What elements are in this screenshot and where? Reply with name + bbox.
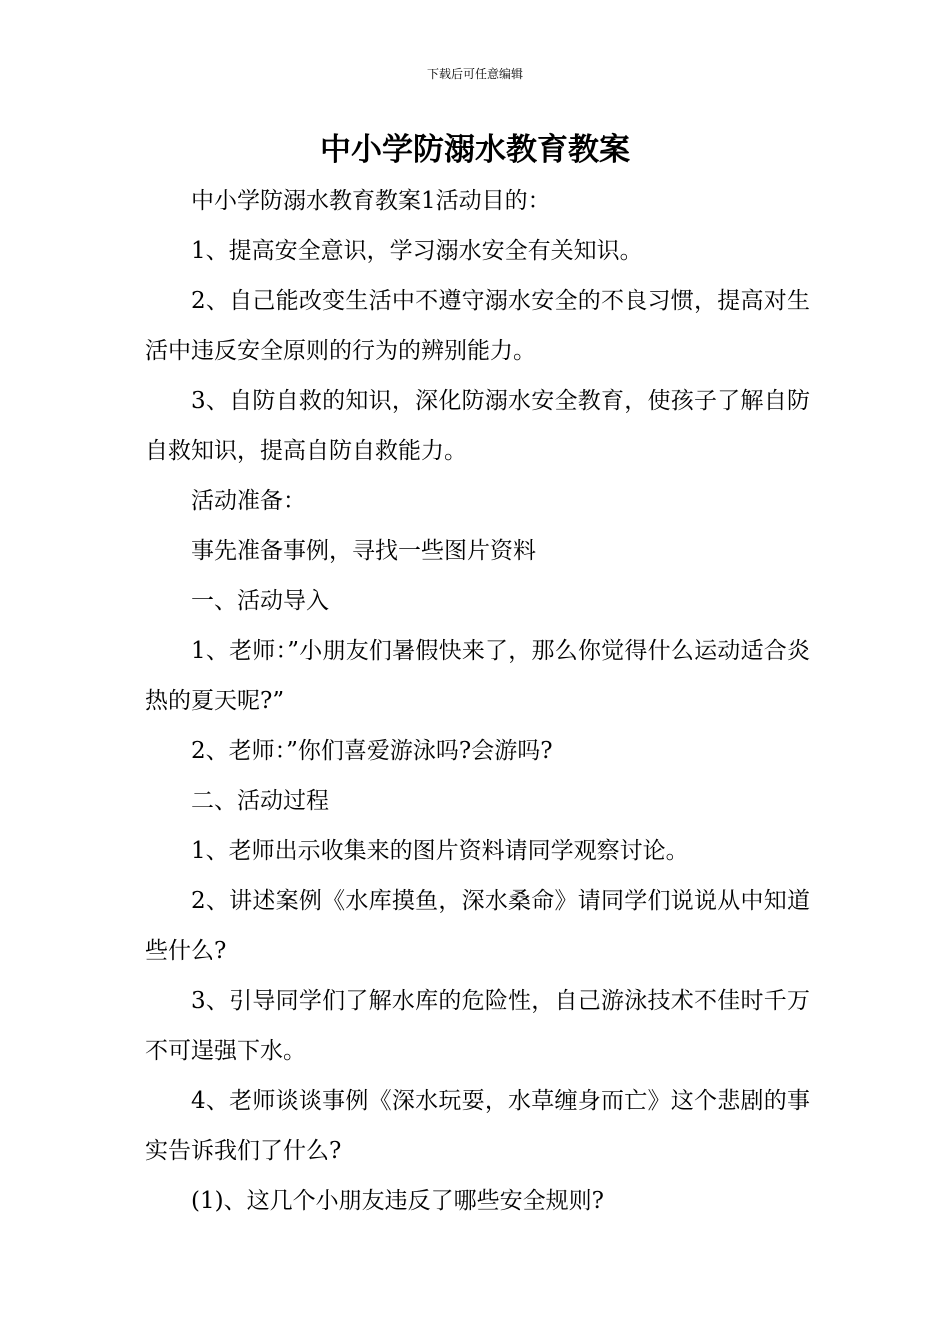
paragraph: 3、引导同学们了解水库的危险性，自己游泳技术不佳时千万不可逞强下水。 bbox=[145, 988, 810, 1064]
paragraph: 1、老师出示收集来的图片资料请同学观察讨论。 bbox=[191, 838, 689, 864]
paragraph: 2、自己能改变生活中不遵守溺水安全的不良习惯，提高对生活中违反安全原则的行为的辨别能力。 bbox=[145, 288, 810, 364]
header-note: 下载后可任意编辑 bbox=[426, 67, 523, 81]
paragraph: 活动准备： bbox=[191, 488, 306, 514]
paragraph: 事先准备事例，寻找一些图片资料 bbox=[191, 538, 536, 564]
paragraph: 4、老师谈谈事例《深水玩耍，水草缠身而亡》这个悲剧的事实告诉我们了什么? bbox=[145, 1088, 810, 1164]
paragraph: 2、老师：”你们喜爱游泳吗?会游吗? bbox=[191, 738, 553, 764]
document-title: 中小学防溺水教育教案 bbox=[320, 132, 630, 168]
paragraph: 2、讲述案例《水库摸鱼，深水桑命》请同学们说说从中知道些什么? bbox=[145, 888, 810, 964]
paragraph: (1)、这几个小朋友违反了哪些安全规则? bbox=[191, 1188, 604, 1214]
document-body bbox=[145, 176, 810, 1226]
paragraph: 1、提高安全意识，学习溺水安全有关知识。 bbox=[191, 238, 643, 264]
section-heading: 一、活动导入 bbox=[191, 588, 329, 614]
section-heading: 二、活动过程 bbox=[191, 788, 329, 814]
paragraph: 1、老师：”小朋友们暑假快来了，那么你觉得什么运动适合炎热的夏天呢?” bbox=[145, 638, 810, 714]
paragraph: 中小学防溺水教育教案1活动目的： bbox=[191, 188, 551, 214]
paragraph: 3、自防自救的知识，深化防溺水安全教育，使孩子了解自防自救知识，提高自防自救能力。 bbox=[145, 388, 810, 464]
